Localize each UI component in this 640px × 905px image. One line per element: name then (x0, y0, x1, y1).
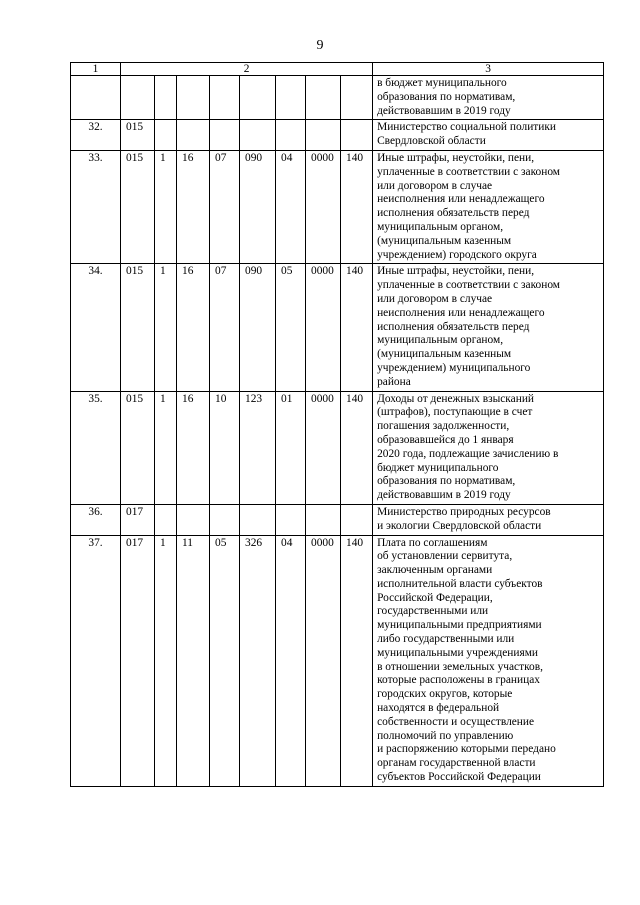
program-code: 0000 (306, 150, 341, 263)
subgroup-code (177, 76, 210, 120)
admin-code (121, 76, 155, 120)
subarticle-code: 090 (240, 150, 276, 263)
description-line: муниципальным органом, (377, 334, 504, 347)
description-line: субъектов Российской Федерации (377, 771, 541, 784)
description-line: Свердловской области (377, 135, 486, 148)
table-row (71, 535, 604, 786)
description-line: либо государственными или (377, 633, 515, 646)
description-line: муниципальным органом, (377, 220, 504, 233)
description-line: заключенным органами (377, 564, 493, 577)
description-line: (штрафов), поступающие в счет (377, 406, 533, 419)
description-line: уплаченные в соответствии с законом (377, 279, 561, 292)
header-col-2: 2 (121, 63, 373, 76)
element-code: 04 (276, 535, 306, 786)
table-row (71, 264, 604, 391)
description-line: об установлении сервитута, (377, 550, 513, 563)
subarticle-code: 123 (240, 391, 276, 504)
classification-code (341, 76, 373, 120)
admin-code: 015 (121, 391, 155, 504)
description-cell (373, 535, 604, 786)
budget-classification-table (70, 62, 604, 787)
table-row (71, 150, 604, 263)
admin-code: 017 (121, 535, 155, 786)
article-code: 10 (210, 391, 240, 504)
program-code: 0000 (306, 535, 341, 786)
description-line: муниципальными учреждениями (377, 646, 539, 659)
description-line: образования по нормативам, (377, 90, 516, 103)
admin-code: 015 (121, 150, 155, 263)
description-line: в отношении земельных участков, (377, 660, 543, 673)
description-line: неисполнения или ненадлежащего (377, 193, 545, 206)
admin-code: 015 (121, 120, 155, 151)
description-line: учреждением) городского округа (377, 248, 537, 261)
description-line: (муниципальным казенным (377, 234, 512, 247)
description-line: находятся в федеральной (377, 702, 500, 715)
row-number: 33. (71, 150, 121, 263)
description-line: Министерство природных ресурсов (377, 505, 551, 518)
description-line: Российской Федерации, (377, 591, 493, 604)
row-number (71, 76, 121, 120)
description-line: и экологии Свердловской области (377, 519, 542, 532)
subarticle-code: 090 (240, 264, 276, 391)
description-line: исполнения обязательств перед (377, 320, 530, 333)
description-line: Иные штрафы, неустойки, пени, (377, 151, 535, 164)
row-number: 32. (71, 120, 121, 151)
description-line: уплаченные в соответствии с законом (377, 165, 561, 178)
description-line: учреждением) муниципального (377, 361, 531, 374)
header-col-1: 1 (71, 63, 121, 76)
table-row (71, 76, 604, 120)
page-number: 9 (316, 38, 324, 53)
table-row (71, 504, 604, 535)
element-code (276, 120, 306, 151)
element-code (276, 504, 306, 535)
group-code (155, 76, 177, 120)
group-code (155, 504, 177, 535)
description-line: погашения задолженности, (377, 420, 510, 433)
description-line: Иные штрафы, неустойки, пени, (377, 265, 535, 278)
description-line: собственности и осуществление (377, 715, 535, 728)
article-code (210, 76, 240, 120)
classification-code: 140 (341, 150, 373, 263)
program-code (306, 76, 341, 120)
element-code: 04 (276, 150, 306, 263)
header-col-3: 3 (373, 63, 604, 76)
description-line: полномочий по управлению (377, 729, 514, 742)
article-code (210, 120, 240, 151)
description-line: (муниципальным казенным (377, 348, 512, 361)
description-line: 2020 года, подлежащие зачислению в (377, 447, 559, 460)
description-line: исполнительной власти субъектов (377, 577, 543, 590)
subgroup-code: 16 (177, 150, 210, 263)
admin-code: 015 (121, 264, 155, 391)
program-code (306, 120, 341, 151)
description-line: неисполнения или ненадлежащего (377, 306, 545, 319)
description-line: бюджет муниципального (377, 461, 499, 474)
description-cell (373, 504, 604, 535)
classification-code (341, 120, 373, 151)
description-line: Доходы от денежных взысканий (377, 392, 535, 405)
article-code: 07 (210, 150, 240, 263)
description-line: образования по нормативам, (377, 475, 516, 488)
article-code: 05 (210, 535, 240, 786)
description-line: или договором в случае (377, 179, 493, 192)
article-code: 07 (210, 264, 240, 391)
program-code (306, 504, 341, 535)
group-code: 1 (155, 150, 177, 263)
group-code: 1 (155, 264, 177, 391)
description-line: образовавшейся до 1 января (377, 433, 514, 446)
subarticle-code (240, 76, 276, 120)
classification-code: 140 (341, 535, 373, 786)
element-code: 01 (276, 391, 306, 504)
element-code: 05 (276, 264, 306, 391)
table-row (71, 391, 604, 504)
subgroup-code (177, 504, 210, 535)
subgroup-code: 11 (177, 535, 210, 786)
description-line: в бюджет муниципального (377, 77, 507, 89)
subarticle-code (240, 504, 276, 535)
description-line: органам государственной власти (377, 757, 536, 770)
row-number: 34. (71, 264, 121, 391)
group-code: 1 (155, 391, 177, 504)
group-code (155, 120, 177, 151)
description-line: муниципальными предприятиями (377, 619, 542, 632)
subarticle-code: 326 (240, 535, 276, 786)
table-row (71, 120, 604, 151)
element-code (276, 76, 306, 120)
subgroup-code: 16 (177, 391, 210, 504)
description-line: или договором в случае (377, 292, 493, 305)
description-line: и распоряжению которыми передано (377, 743, 556, 756)
article-code (210, 504, 240, 535)
classification-code: 140 (341, 391, 373, 504)
row-number: 35. (71, 391, 121, 504)
description-line: действовавшим в 2019 году (377, 489, 511, 502)
classification-code: 140 (341, 264, 373, 391)
program-code: 0000 (306, 264, 341, 391)
description-line: исполнения обязательств перед (377, 207, 530, 220)
description-line: Министерство социальной политики (377, 121, 556, 134)
description-cell (373, 264, 604, 391)
description-line: района (377, 375, 411, 388)
subgroup-code (177, 120, 210, 151)
description-line: Плата по соглашениям (377, 536, 488, 549)
group-code: 1 (155, 535, 177, 786)
subarticle-code (240, 120, 276, 151)
program-code: 0000 (306, 391, 341, 504)
admin-code: 017 (121, 504, 155, 535)
description-cell (373, 120, 604, 151)
subgroup-code: 16 (177, 264, 210, 391)
description-line: которые расположены в границах (377, 674, 540, 687)
description-line: городских округов, которые (377, 688, 513, 701)
description-line: государственными или (377, 605, 489, 618)
description-line: действовавшим в 2019 году (377, 104, 511, 117)
row-number: 37. (71, 535, 121, 786)
description-cell (373, 76, 604, 120)
classification-code (341, 504, 373, 535)
description-cell (373, 391, 604, 504)
description-cell (373, 150, 604, 263)
header-row (71, 63, 604, 76)
row-number: 36. (71, 504, 121, 535)
